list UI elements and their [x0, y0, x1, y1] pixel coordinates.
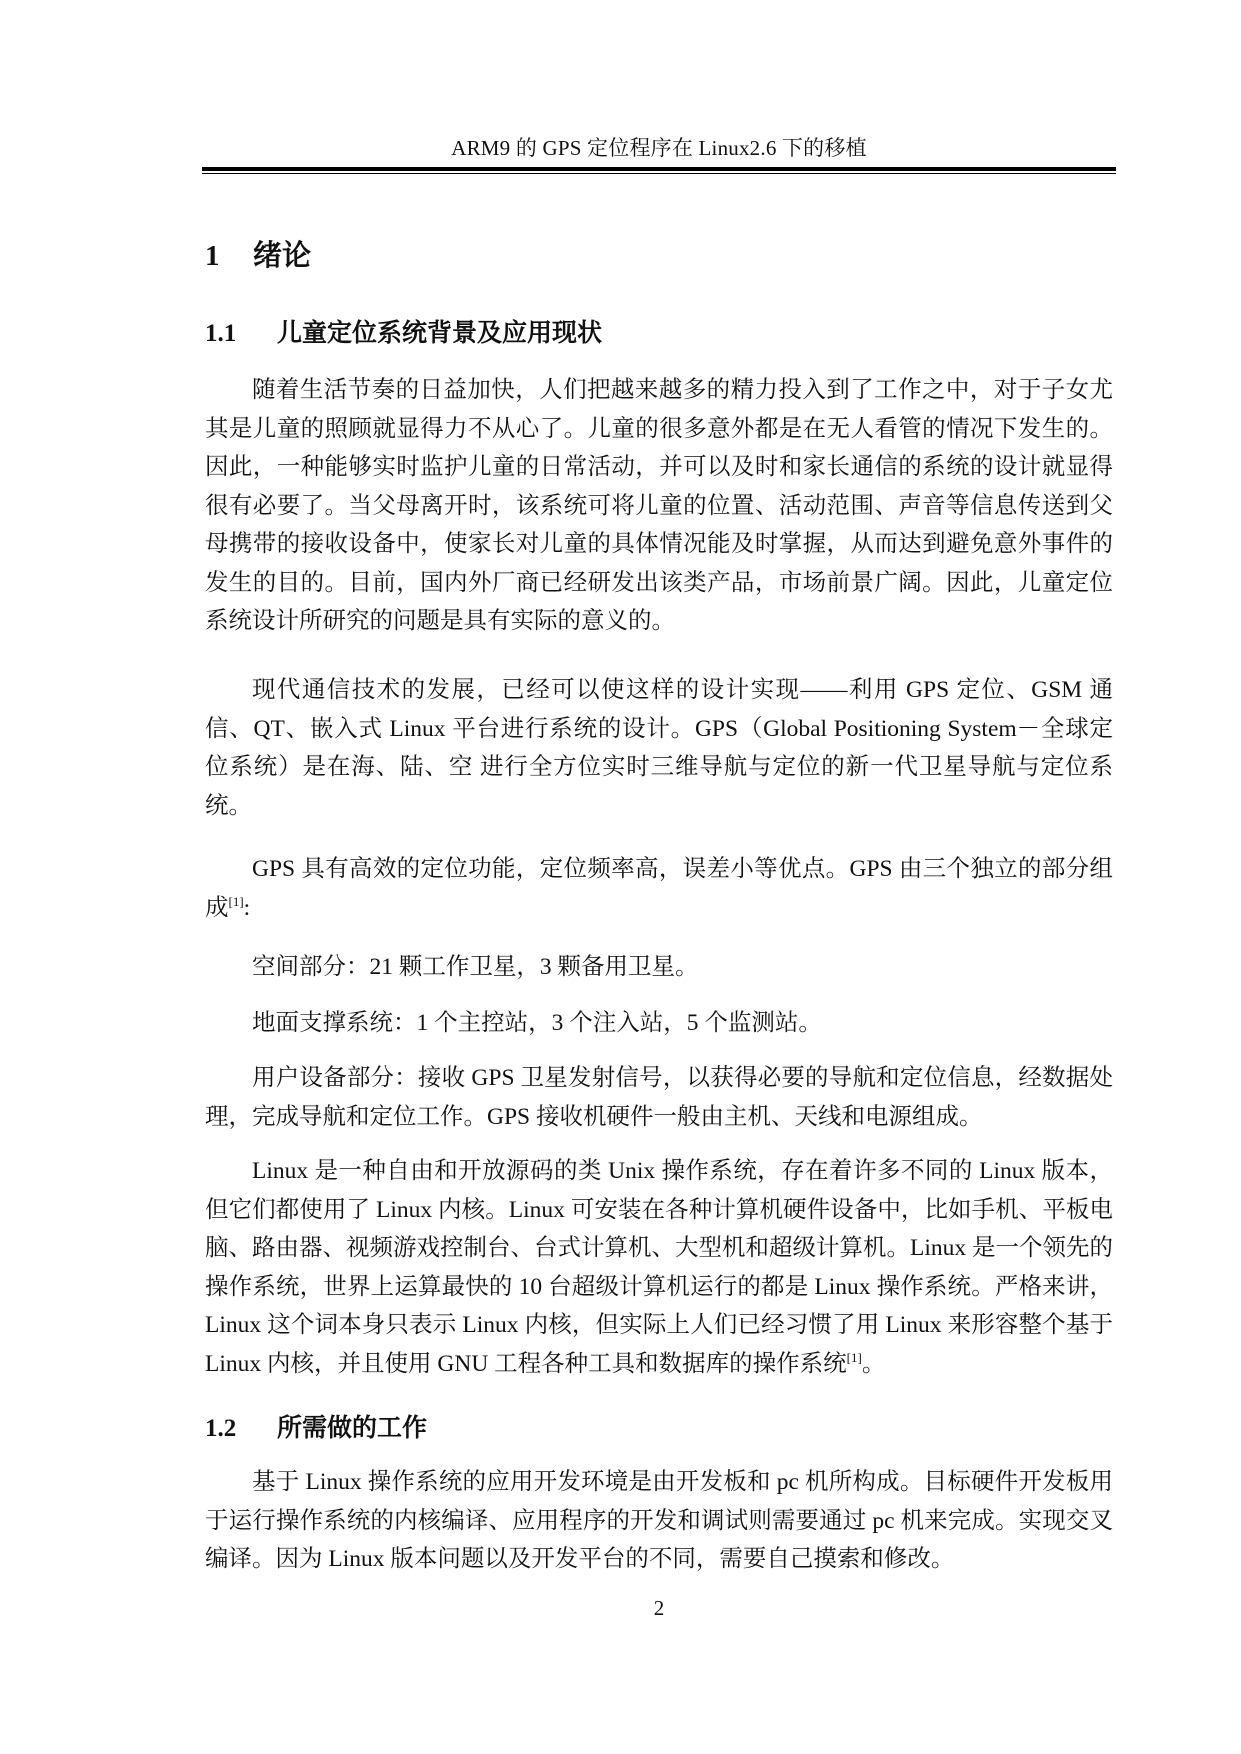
page-number: 2: [653, 1596, 665, 1620]
body-paragraph: 地面支撑系统：1 个主控站，3 个注入站，5 个监测站。: [252, 1010, 822, 1036]
section-heading-1-1: [205, 315, 602, 352]
paragraph-text: GPS 具有高效的定位功能，定位频率高，误差小等优点。GPS 由三个独立的部分组成: [205, 856, 1113, 921]
body-paragraph: 现代通信技术的发展，已经可以使这样的设计实现——利用 GPS 定位、GSM 通信、QT、嵌入式 Linux 平台进行系统的设计。GPS（Global Positioning System－全球定位系统）是在海、陆、空 进行全方位实时三维导航与定位的新一代卫星导航与定位系统。: [205, 677, 1113, 819]
section-heading-1-2: [205, 1410, 427, 1447]
chapter-number: 1: [205, 240, 220, 272]
section-number: 1.2: [205, 1415, 237, 1442]
section-title-text: 儿童定位系统背景及应用现状: [277, 318, 603, 347]
paragraph-text-tail: 。: [861, 1350, 886, 1377]
header-rule-thin: [202, 173, 1116, 174]
body-paragraph: 基于 Linux 操作系统的应用开发环境是由开发板和 pc 机所构成。目标硬件开发板用于运行操作系统的内核编译、应用程序的开发和调试则需要通过 pc 机来完成。实现交叉编译。因为 Linux 版本问题以及开发平台的不同，需要自己摸索和修改。: [205, 1469, 1113, 1572]
paragraph-text: Linux 是一种自由和开放源码的类 Unix 操作系统，存在着许多不同的 Linux 版本，但它们都使用了 Linux 内核。Linux 可安装在各种计算机硬件设备中，比如手机、平板电脑、路由器、视频游戏控制台、台式计算机、大型机和超级计算机。Linux 是一个领先的操作系统，世界上运算最快的 10 台超级计算机运行的都是 Linux 操作系统。严格来讲，Linux 这个词本身只表示 Linux 内核，但实际上人们已经习惯了用 Linux 来形容整个基于 Linux 内核，并且使用 GNU 工程各种工具和数据库的操作系统: [205, 1158, 1114, 1377]
body-paragraph: 用户设备部分：接收 GPS 卫星发射信号，以获得必要的导航和定位信息，经数据处理，完成导航和定位工作。GPS 接收机硬件一般由主机、天线和电源组成。: [205, 1065, 1113, 1130]
running-header: ARM9 的 GPS 定位程序在 Linux2.6 下的移植: [451, 136, 867, 160]
chapter-title-text: 绪论: [253, 238, 312, 272]
chapter-heading: [205, 235, 311, 276]
section-number: 1.1: [205, 320, 237, 347]
body-paragraph: 空间部分：21 颗工作卫星，3 颗备用卫星。: [252, 954, 699, 980]
section-title-text: 所需做的工作: [277, 1413, 428, 1442]
body-paragraph: [205, 850, 1113, 927]
citation-ref: [1]: [228, 893, 244, 909]
body-paragraph: [205, 1152, 1113, 1383]
header-rule-thick: [202, 167, 1116, 171]
body-paragraph: 随着生活节奏的日益加快，人们把越来越多的精力投入到了工作之中，对于子女尤其是儿童的照顾就显得力不从心了。儿童的很多意外都是在无人看管的情况下发生的。因此，一种能够实时监护儿童的日常活动，并可以及时和家长通信的系统的设计就显得很有必要了。当父母离开时，该系统可将儿童的位置、活动范围、声音等信息传送到父母携带的接收设备中，使家长对儿童的具体情况能及时掌握，从而达到避免意外事件的发生的目的。目前，国内外厂商已经研发出该类产品，市场前景广阔。因此，儿童定位系统设计所研究的问题是具有实际的意义的。: [205, 377, 1113, 634]
paragraph-text-tail: :: [243, 894, 251, 921]
citation-ref: [1]: [846, 1349, 862, 1365]
